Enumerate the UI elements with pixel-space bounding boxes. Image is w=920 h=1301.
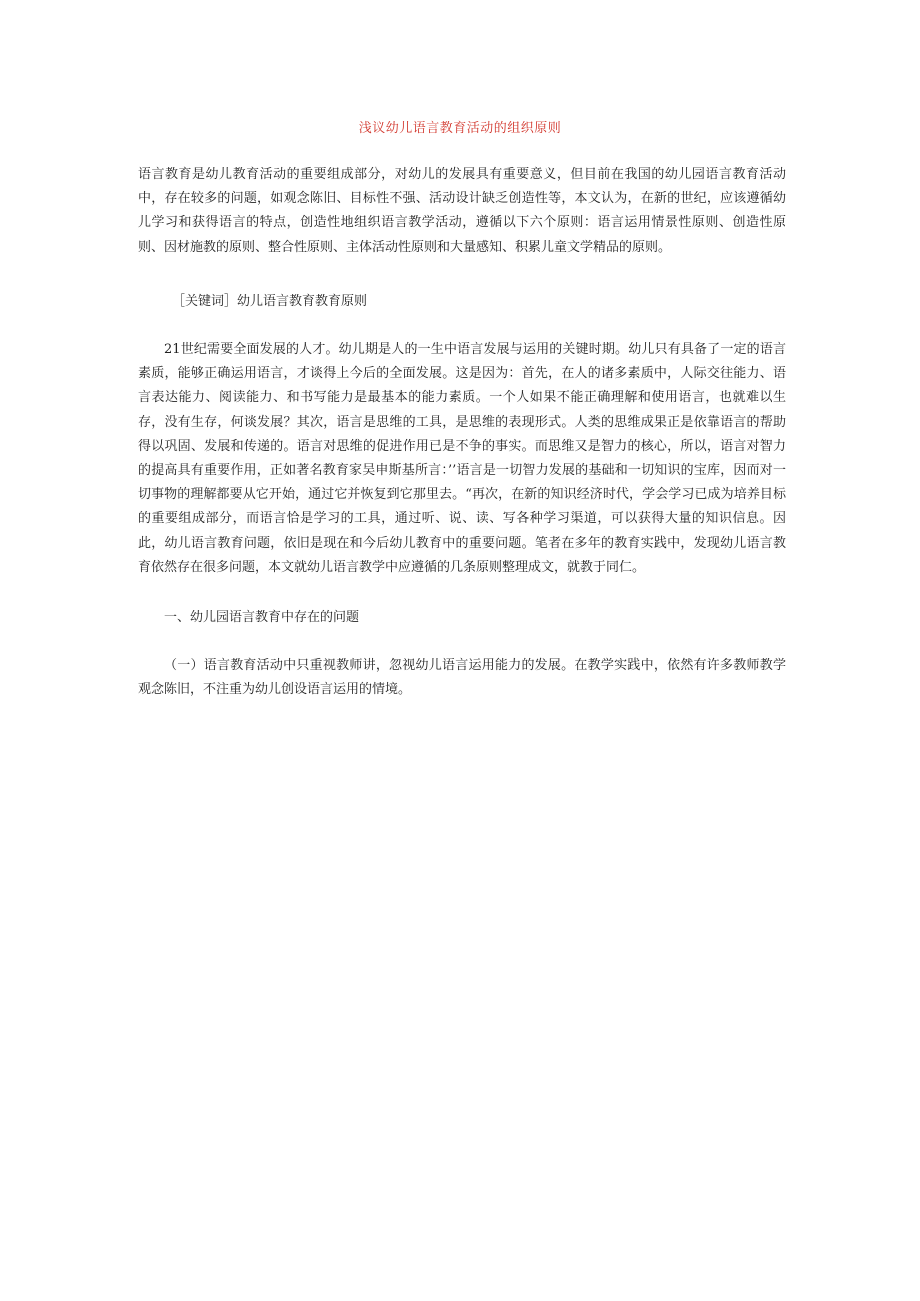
document-title: 浅议幼儿语言教育活动的组织原则: [358, 121, 562, 136]
section-heading: 一、幼儿园语言教育中存在的问题: [164, 610, 360, 626]
subpoint-paragraph: （一）语言教育活动中只重视教师讲，忽视幼儿语言运用能力的发展。在教学实践中，依然有许多教师教学观念陈旧，不注重为幼儿创设语言运用的情境。: [138, 658, 786, 698]
document-body: [138, 163, 786, 703]
abstract-paragraph: 语言教育是幼儿教育活动的重要组成部分，对幼儿的发展具有重要意义，但目前在我国的幼儿园语言教育活动中，存在较多的问题，如观念陈旧、目标性不强、活动设计缺乏创造性等，本文认为，在新的世纪，应该遵循幼儿学习和获得语言的特点，创造性地组织语言教学活动，遵循以下六个原则：语言运用情景性原则、创造性原则、因材施教的原则、整合性原则、主体活动性原则和大量感知、积累儿童文学精品的原则。: [138, 167, 786, 255]
keywords-line: ［关键词］幼儿语言教育教育原则: [172, 293, 368, 309]
intro-paragraph: 21世纪需要全面发展的人才。幼儿期是人的一生中语言发展与运用的关键时期。幼儿只有具备了一定的语言素质，能够正确运用语言，才谈得上今后的全面发展。这是因为：首先，在人的诸多素质中，人际交往能力、语言表达能力、阅读能力、和书写能力是最基本的能力素质。一个人如果不能正确理解和使用语言，也就难以生存，没有生存，何谈发展？其次，语言是思维的工具，是思维的表现形式。人类的思维成果正是依靠语言的帮助得以巩固、发展和传递的。语言对思维的促进作用已是不争的事实。而思维又是智力的核心，所以，语言对智力的提高具有重要作用，正如著名教育家吴申斯基所言：’’语言是一切智力发展的基础和一切知识的宝库，因而对一切事物的理解都要从它开始，通过它并恢复到它那里去。“再次，在新的知识经济时代，学会学习已成为培养目标的重要组成部分，而语言恰是学习的工具，通过听、说、读、写各种学习渠道，可以获得大量的知识信息。因此，幼儿语言教育问题，依旧是现在和今后幼儿教育中的重要问题。笔者在多年的教育实践中，发现幼儿语言教育依然存在很多问题，本文就幼儿语言教学中应遵循的几条原则整理成文，就教于同仁。: [138, 342, 786, 575]
